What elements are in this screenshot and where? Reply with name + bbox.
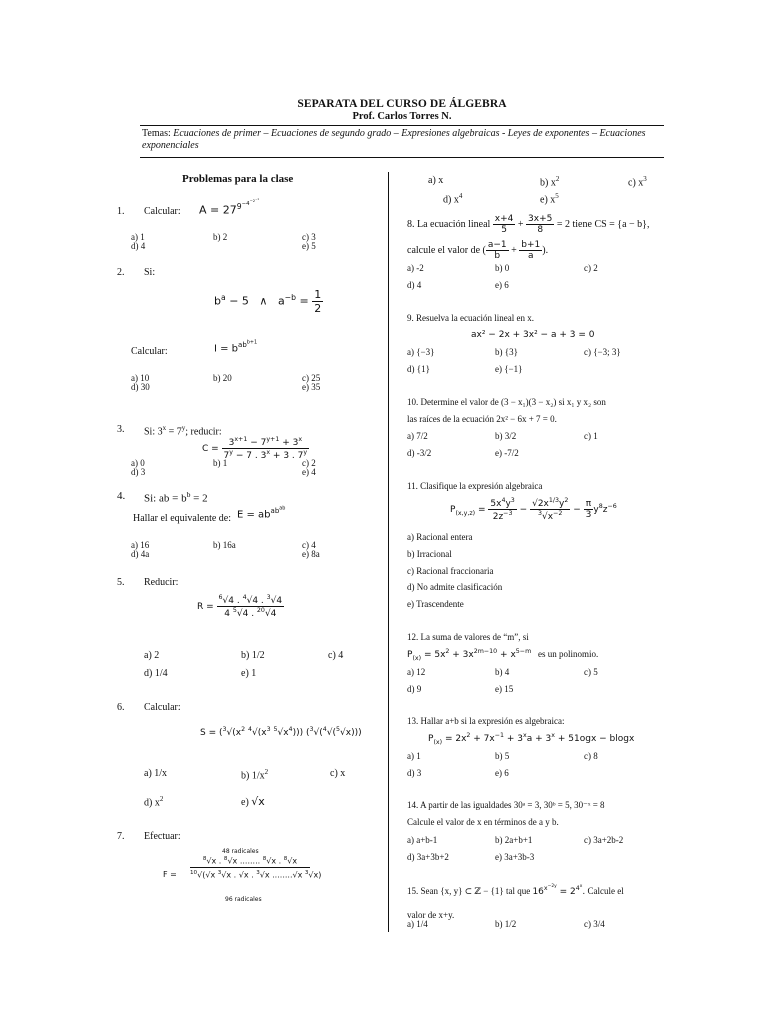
p12-text1: 12. La suma de valores de “m”, si <box>407 632 529 642</box>
p13-opt-a: a) 1 <box>407 751 421 761</box>
p2-opt-b: b) 20 <box>213 373 232 383</box>
p3-expression: C = $\frac{3^{x+1} - 7^{y+1} + 3^x}{7^y - 7 . 3^x + 3 . 7^y}$ <box>202 436 308 461</box>
p2-condition: $b^a - 5$ ∧ $a^{-b}$ = $\frac{1}{2}$ <box>214 288 322 315</box>
p14-text2: Calcule el valor de x en términos de a y b. <box>407 817 559 827</box>
p15-line1: 15. Sean {x, y} ⊂ ℤ − {1} tal que $16^{x^{-2y}} = 2^{4^x}$. Calcule el <box>407 884 624 898</box>
p5-label: Reducir: <box>144 577 179 588</box>
p14-opt-c: c) 3a+2b-2 <box>584 835 624 845</box>
p4-opt-e: e) 8a <box>302 549 320 559</box>
p11-opt-c: c) Racional fraccionaria <box>407 566 494 576</box>
p11-opt-a: a) Racional entera <box>407 532 473 542</box>
p7-bottom-note: 96 radicales <box>225 896 262 903</box>
p2-opt-e: e) 35 <box>302 382 321 392</box>
p14-opt-e: e) 3a+3b-3 <box>495 852 535 862</box>
p2-expression: $I = b^{ab^{b+1}}$ <box>214 340 258 355</box>
p15-opt-b: b) 1/2 <box>495 919 517 929</box>
p5-opt-e: e) 1 <box>241 668 257 679</box>
p11-opt-d: d) No admite clasificación <box>407 582 503 592</box>
p2-calc-label: Calcular: <box>131 346 168 357</box>
p11-opt-b: b) Irracional <box>407 549 452 559</box>
p1-expr-base: A = 27 <box>199 203 237 217</box>
temas-label: Temas: <box>142 128 171 139</box>
document-title: SEPARATA DEL CURSO DE ÁLGEBRA <box>297 98 507 110</box>
p7-opt-b: b) $x^2$ <box>540 175 560 189</box>
p6-opt-a: a) 1/x <box>144 768 168 779</box>
p12-opt-d: d) 9 <box>407 684 422 694</box>
p10-opt-b: b) 3/2 <box>495 431 517 441</box>
p14-opt-a: a) a+b-1 <box>407 835 438 845</box>
p11-opt-e: e) Trascendente <box>407 599 464 609</box>
p6-number: 6. <box>117 702 125 713</box>
p5-opt-b: b) 1/2 <box>241 650 265 661</box>
p7-opt-c: c) $x^3$ <box>628 175 647 189</box>
p15-opt-c: c) 3/4 <box>584 919 605 929</box>
p4-number: 4. <box>117 490 126 502</box>
p3-opt-c: c) 2 <box>302 458 316 468</box>
header-rule-top <box>140 125 664 126</box>
p12-line2: $P_{(x)} = 5x^2 + 3x^{2m-10} + x^{5-m}$ es un polinomio. <box>407 648 599 662</box>
document-header <box>140 98 664 122</box>
p2-opt-d: d) 30 <box>131 382 150 392</box>
p8-line1: 8. La ecuación lineal $\frac{x+4}{5}$ + $\frac{3x+5}{8}$ = 2 tiene CS = {a − b}, <box>407 214 650 235</box>
p13-opt-d: d) 3 <box>407 768 422 778</box>
p10-opt-e: e) -7/2 <box>495 448 519 458</box>
p13-text: 13. Hallar a+b si la expresión es algebraica: <box>407 716 565 726</box>
p8-opt-e: e) 6 <box>495 280 509 290</box>
p5-number: 5. <box>117 577 125 588</box>
p9-opt-c: c) {−3; 3} <box>584 347 621 357</box>
p7-expression <box>190 856 322 880</box>
p4-opt-c: c) 4 <box>302 540 316 550</box>
p2-opt-c: c) 25 <box>302 373 321 383</box>
p9-opt-b: b) {3} <box>495 347 518 357</box>
p2-opt-a: a) 10 <box>131 373 150 383</box>
p1-opt-d: d) 4 <box>131 241 146 251</box>
p8-opt-d: d) 4 <box>407 280 422 290</box>
p14-opt-d: d) 3a+3b+2 <box>407 852 449 862</box>
p13-opt-b: b) 5 <box>495 751 510 761</box>
p4-opt-d: d) 4a <box>131 549 150 559</box>
p15-opt-a: a) 1/4 <box>407 919 428 929</box>
p3-opt-a: a) 0 <box>131 458 145 468</box>
p10-opt-a: a) 7/2 <box>407 431 428 441</box>
p3-number: 3. <box>117 424 125 435</box>
header-rule-bottom <box>140 157 664 158</box>
p3-opt-d: d) 3 <box>131 467 146 477</box>
p14-opt-b: b) 2a+b+1 <box>495 835 533 845</box>
p12-opt-a: a) 12 <box>407 667 426 677</box>
p12-opt-b: b) 4 <box>495 667 510 677</box>
p9-text: 9. Resuelva la ecuación lineal en x. <box>407 313 534 323</box>
p15-text3: valor de x+y. <box>407 910 455 920</box>
p8-line2: calcule el valor de ( $\frac{a-1}{b}$ + $\frac{b+1}{a}$ ). <box>407 240 549 261</box>
p1-opt-c: c) 3 <box>302 232 316 242</box>
p12-text2: es un polinomio. <box>537 649 599 659</box>
p6-opt-e: e) √x <box>241 795 265 808</box>
p14-text1: 14. A partir de las igualdades 30ᵃ = 3, 30ᵇ = 5, 30⁻ˣ = 8 <box>407 800 605 810</box>
p13-opt-e: e) 6 <box>495 768 509 778</box>
column-divider <box>388 172 389 932</box>
p7-f-label: F = <box>163 870 177 879</box>
p4-condition: Si: ab = $b^b = 2$ <box>144 490 208 505</box>
p8-opt-b: b) 0 <box>495 263 510 273</box>
p3-label: reducir: <box>190 426 222 438</box>
p8-text1: 8. La ecuación lineal <box>407 218 491 230</box>
p8-opt-a: a) -2 <box>407 263 424 273</box>
p15-text1: 15. Sean {x, y} ⊂ ℤ − {1} tal que <box>407 886 531 897</box>
p1-opt-a: a) 1 <box>131 232 145 242</box>
temas-text: Ecuaciones de primer – Ecuaciones de segundo grado – Expresiones algebraicas - Leyes de exponentes – Ecuaciones exponenciales <box>142 128 646 151</box>
p9-opt-d: d) {1} <box>407 364 430 374</box>
p5-expression: R = $\frac{^6√4 . ^4√4 . ^3√4}{4 ^5√4 . ^{20}√4}$ <box>197 594 283 619</box>
p7-number: 7. <box>117 831 125 842</box>
p4-expression: $E = ab^{ab^{ab}}$ <box>237 506 286 521</box>
p15-text2: Calcule el <box>587 886 624 897</box>
p7-denominator: $^{10}$√(√x $^3$√x . √x . $^3$√x ........√x $^3$√x) <box>190 869 322 880</box>
p3-condition: Si: $3^x = 7^y$; reducir: <box>144 424 222 438</box>
p4-opt-b: b) 16a <box>213 540 236 550</box>
p9-opt-a: a) {−3} <box>407 347 435 357</box>
p7-top-note: 48 radicales <box>222 848 259 855</box>
p13-expression: $P_{(x)} = 2x^2 + 7x^{-1} + 3^xa + 3^x + 51ogx - blogx$ <box>428 732 635 746</box>
p9-opt-e: e) {−1} <box>495 364 523 374</box>
p11-expression: $P_{(x,y,z)}$ = $\frac{5x^4y^3}{2z^{-3}}$ − $\frac{√2x^{1/3}y^2}{^3√x^{-2}}$ − $\frac{\pi}{3}$ $y^8z^{-6}$ <box>450 497 617 522</box>
p12-opt-c: c) 5 <box>584 667 598 677</box>
p7-opt-e: e) $x^5$ <box>540 192 559 206</box>
p1-number: 1. <box>117 206 125 217</box>
p7-opt-d: d) $x^4$ <box>443 192 463 206</box>
document-subtitle: Prof. Carlos Torres N. <box>352 111 452 122</box>
p9-equation: ax² − 2x + 3x² − a + 3 = 0 <box>471 330 595 340</box>
p5-opt-c: c) 4 <box>328 650 344 661</box>
p2-number: 2. <box>117 267 125 278</box>
section-title: Problemas para la clase <box>182 173 294 185</box>
p12-opt-e: e) 15 <box>495 684 514 694</box>
p11-text: 11. Clasifique la expresión algebraica <box>407 481 543 491</box>
p5-opt-d: d) 1/4 <box>144 668 168 679</box>
p4-label: Si: ab = b <box>144 492 187 505</box>
p10-text2: las raíces de la ecuación 2x² − 6x + 7 = 0. <box>407 414 557 424</box>
p3-opt-b: b) 1 <box>213 458 228 468</box>
p13-opt-c: c) 8 <box>584 751 598 761</box>
p10-text1: 10. Determine el valor de (3 − x₁)(3 − x₂) si x₁ y x₂ son <box>407 397 606 407</box>
p2-label: Si: <box>144 267 156 278</box>
p5-opt-a: a) 2 <box>144 650 160 661</box>
p7-label: Efectuar: <box>144 831 181 842</box>
p4-opt-a: a) 16 <box>131 540 150 550</box>
p8-opt-c: c) 2 <box>584 263 598 273</box>
p6-expression: $S = (^3√(x^2$ $^4√(x^3$ $^5√x^4$))) ($^3$√($^4$√($^5$√x))) <box>200 726 362 738</box>
p8-text3: calcule el valor de <box>407 244 481 256</box>
temas-line <box>142 128 666 152</box>
p8-text2: tiene <box>572 218 592 230</box>
p6-opt-b: b) $1/x^2$ <box>241 768 269 782</box>
p1-opt-e: e) 5 <box>302 241 316 251</box>
p3-opt-e: e) 4 <box>302 467 316 477</box>
p10-opt-d: d) -3/2 <box>407 448 432 458</box>
p6-opt-d: d) $x^2$ <box>144 795 164 809</box>
p1-expression: $A = 27^{9^{-4^{-2^{-1}}}}$ <box>199 198 260 217</box>
p7-numerator: $^8$√x . $^8$√x ........ $^8$√x . $^8$√x <box>190 856 310 868</box>
p7-opt-a: a) x <box>428 175 444 186</box>
p4-hallar: Hallar el equivalente de: <box>133 513 232 524</box>
p1-opt-b: b) 2 <box>213 232 228 242</box>
p1-label: Calcular: <box>144 206 181 217</box>
p10-opt-c: c) 1 <box>584 431 598 441</box>
p6-opt-c: c) x <box>330 768 346 779</box>
p6-label: Calcular: <box>144 702 181 713</box>
